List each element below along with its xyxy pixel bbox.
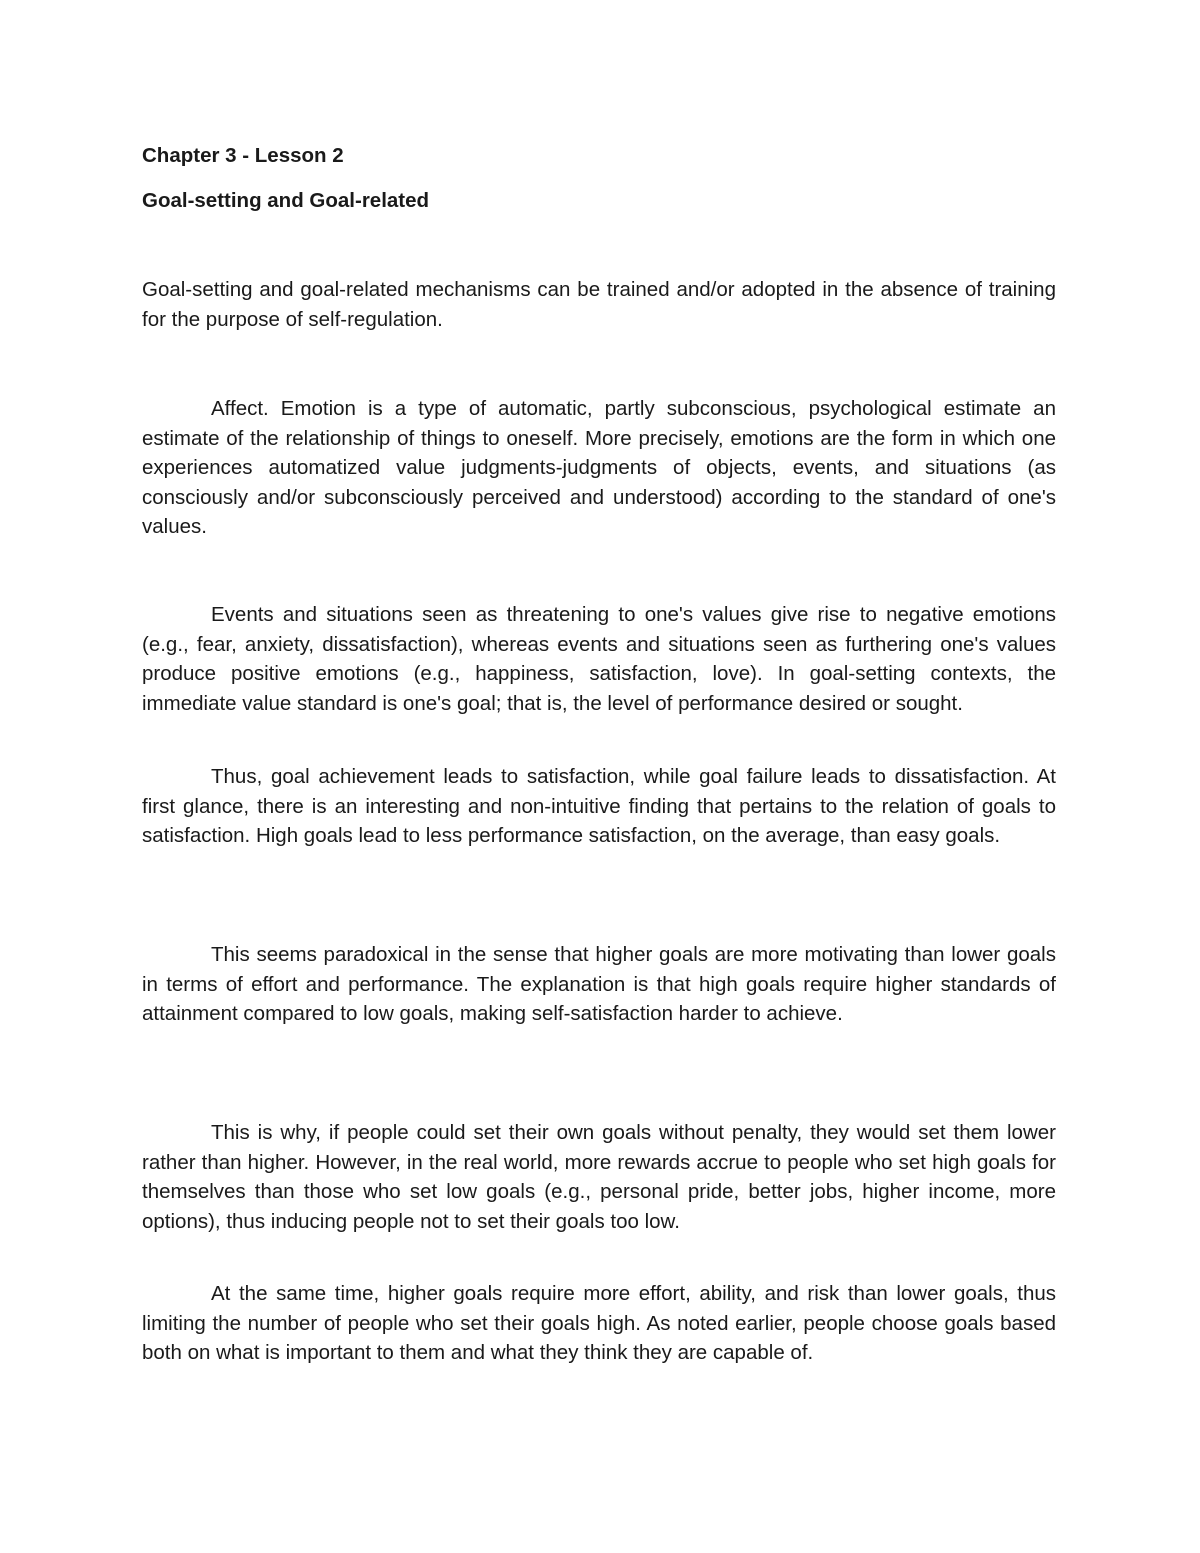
- section-title: Goal-setting and Goal-related: [142, 189, 430, 212]
- document-page: [142, 0, 1056, 1553]
- paragraph-paradox: This seems paradoxical in the sense that higher goals are more motivating than lower goals in terms of effort and performance. The explanation is that high goals require higher standards of attainment compared to low goals, making self-satisfaction harder to achieve.: [142, 943, 1056, 1026]
- paragraph-intro: Goal-setting and goal-related mechanisms can be trained and/or adopted in the absence of training for the purpose of self-regulation.: [142, 278, 1056, 331]
- paragraph-same-time: At the same time, higher goals require more effort, ability, and risk than lower goals, thus limiting the number of people who set their goals high. As noted earlier, people choose goals based both on what is important to them and what they think they are capable of.: [142, 1282, 1056, 1365]
- chapter-title: Chapter 3 - Lesson 2: [142, 144, 344, 167]
- paragraph-why: This is why, if people could set their own goals without penalty, they would set them lower rather than higher. However, in the real world, more rewards accrue to people who set high goals for themselves than those who set low goals (e.g., personal pride, better jobs, higher income, more options), thus inducing people not to set their goals too low.: [142, 1121, 1056, 1233]
- paragraph-affect: Affect. Emotion is a type of automatic, partly subconscious, psychological estimate an estimate of the relationship of things to oneself. More precisely, emotions are the form in which one experiences automatized value judgments-judgments of objects, events, and situations (as consciously and/or subconsciously perceived and understood) according to the standard of one's values.: [142, 397, 1056, 539]
- paragraph-events: Events and situations seen as threatening to one's values give rise to negative emotions (e.g., fear, anxiety, dissatisfaction), whereas events and situations seen as furthering one's values produce positive emotions (e.g., happiness, satisfaction, love). In goal-setting contexts, the immediate value standard is one's goal; that is, the level of performance desired or sought.: [142, 603, 1056, 715]
- paragraph-thus: Thus, goal achievement leads to satisfaction, while goal failure leads to dissatisfaction. At first glance, there is an interesting and non-intuitive finding that pertains to the relation of goals to satisfaction. High goals lead to less performance satisfaction, on the average, than easy goals.: [142, 765, 1056, 848]
